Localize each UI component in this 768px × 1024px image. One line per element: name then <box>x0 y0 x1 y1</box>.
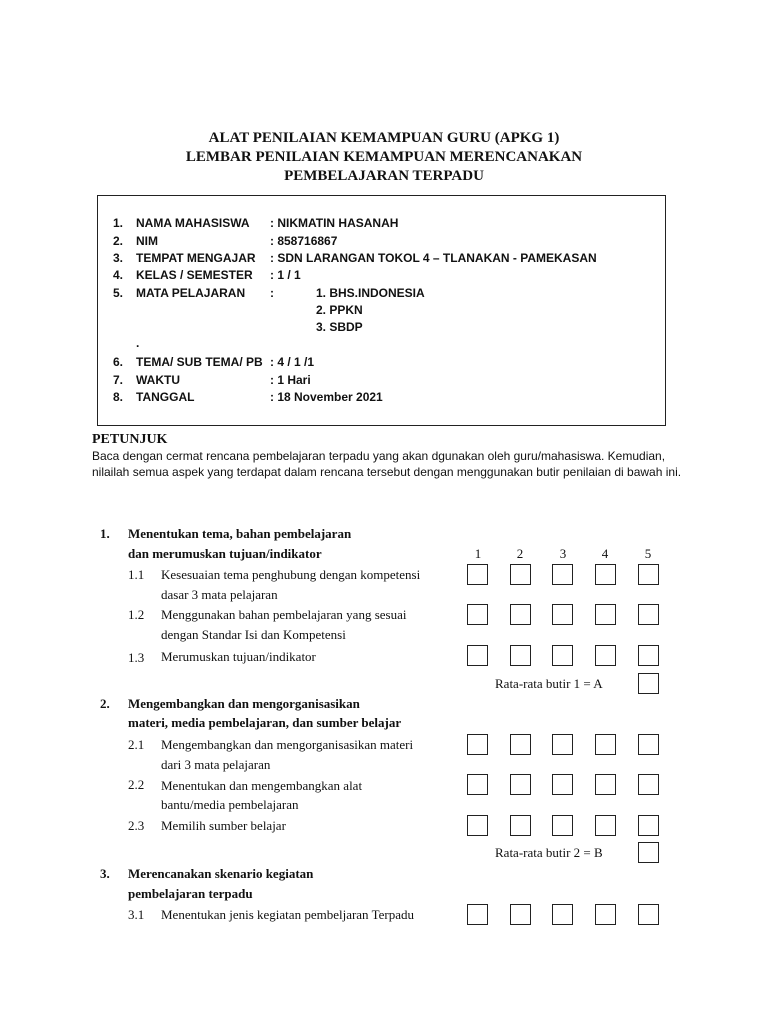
info-label-mapel: MATA PELAJARAN <box>136 286 246 300</box>
item-number: 1.3 <box>128 650 145 665</box>
score-box[interactable] <box>467 734 488 755</box>
info-num: 8. <box>113 390 124 404</box>
score-box[interactable] <box>510 604 531 625</box>
item-text: Mengembangkan dan mengorganisasikan materi <box>161 737 414 752</box>
info-num: 2. <box>113 234 124 248</box>
info-num: 7. <box>113 373 124 387</box>
item-number: 2.1 <box>128 737 145 752</box>
item-text: bantu/media pembelajaran <box>161 797 299 812</box>
info-value-kelas: : 1 / 1 <box>270 268 301 282</box>
score-box[interactable] <box>552 774 573 795</box>
doc-title-line1: ALAT PENILAIAN KEMAMPUAN GURU (APKG 1) <box>208 130 560 146</box>
subject-item: 2. PPKN <box>316 303 363 317</box>
score-box[interactable] <box>595 774 616 795</box>
score-box[interactable] <box>595 904 616 925</box>
score-box[interactable] <box>552 904 573 925</box>
score-box[interactable] <box>510 774 531 795</box>
info-value-waktu: : 1 Hari <box>270 373 311 387</box>
info-num: 6. <box>113 355 124 369</box>
doc-title-line2: LEMBAR PENILAIAN KEMAMPUAN MERENCANAKAN <box>185 149 583 165</box>
section-title: dan merumuskan tujuan/indikator <box>128 546 322 561</box>
info-value-nama: : NIKMATIN HASANAH <box>270 216 399 230</box>
stray-dot: . <box>136 336 140 350</box>
score-box[interactable] <box>595 604 616 625</box>
item-number: 2.2 <box>128 777 145 792</box>
section-title: pembelajaran terpadu <box>128 886 253 901</box>
item-number: 2.3 <box>128 818 145 833</box>
info-value-mapel: : <box>270 286 274 300</box>
score-box[interactable] <box>552 645 573 666</box>
info-num: 4. <box>113 268 124 282</box>
score-box[interactable] <box>510 904 531 925</box>
score-box[interactable] <box>595 645 616 666</box>
section-number: 3. <box>100 866 110 881</box>
section-title: Menentukan tema, bahan pembelajaran <box>128 526 352 541</box>
score-box[interactable] <box>638 734 659 755</box>
score-box[interactable] <box>638 604 659 625</box>
info-label-waktu: WAKTU <box>136 373 180 387</box>
scale-label: 4 <box>601 546 609 561</box>
info-label-nama: NAMA MAHASISWA <box>136 216 250 230</box>
item-text: Menggunakan bahan pembelajaran yang sesuai <box>161 607 407 622</box>
info-num: 3. <box>113 251 124 265</box>
scale-label: 2 <box>516 546 524 561</box>
scale-label: 3 <box>559 546 567 561</box>
score-box[interactable] <box>638 564 659 585</box>
item-text: Memilih sumber belajar <box>161 818 286 833</box>
score-box[interactable] <box>595 564 616 585</box>
score-box[interactable] <box>638 645 659 666</box>
item-number: 1.2 <box>128 607 145 622</box>
score-box[interactable] <box>638 815 659 836</box>
section-title: Mengembangkan dan mengorganisasikan <box>128 696 360 711</box>
item-number: 3.1 <box>128 907 145 922</box>
score-box[interactable] <box>595 734 616 755</box>
score-box[interactable] <box>552 604 573 625</box>
info-value-tema: : 4 / 1 /1 <box>270 355 315 369</box>
item-text: dasar 3 mata pelajaran <box>161 587 278 602</box>
info-label-tanggal: TANGGAL <box>136 390 195 404</box>
petunjuk-text: Baca dengan cermat rencana pembelajaran terpadu yang akan dgunakan oleh guru/mahasiswa. Kemudian, nilailah semua aspek yang terdapat dalam rencana tersebut dengan menggunakan butir penilaian di bawah ini. <box>92 449 682 479</box>
doc-title-line3: PEMBELAJARAN TERPADU <box>284 168 484 184</box>
section-title: materi, media pembelajaran, dan sumber belajar <box>128 715 402 730</box>
score-box[interactable] <box>467 904 488 925</box>
subject-item: 1. BHS.INDONESIA <box>316 286 425 300</box>
subject-item: 3. SBDP <box>316 320 363 334</box>
score-box[interactable] <box>552 564 573 585</box>
score-box[interactable] <box>510 645 531 666</box>
info-num: 5. <box>113 286 124 300</box>
score-box[interactable] <box>595 815 616 836</box>
average-box[interactable] <box>638 842 659 863</box>
score-box[interactable] <box>510 815 531 836</box>
info-label-nim: NIM <box>136 234 158 248</box>
score-box[interactable] <box>638 904 659 925</box>
average-label: Rata-rata butir 2 = B <box>495 845 603 860</box>
score-box[interactable] <box>467 774 488 795</box>
score-box[interactable] <box>467 645 488 666</box>
item-text: dengan Standar Isi dan Kompetensi <box>161 627 346 642</box>
info-label-tema: TEMA/ SUB TEMA/ PB <box>136 355 263 369</box>
section-number: 1. <box>100 526 110 541</box>
item-text: Kesesuaian tema penghubung dengan kompetensi <box>161 567 421 582</box>
score-box[interactable] <box>510 564 531 585</box>
score-box[interactable] <box>467 564 488 585</box>
score-box[interactable] <box>510 734 531 755</box>
average-box[interactable] <box>638 673 659 694</box>
info-label-kelas: KELAS / SEMESTER <box>136 268 253 282</box>
petunjuk-heading: PETUNJUK <box>92 432 168 447</box>
info-value-tanggal: : 18 November 2021 <box>270 390 383 404</box>
item-number: 1.1 <box>128 567 145 582</box>
info-label-tempat: TEMPAT MENGAJAR <box>136 251 256 265</box>
section-title: Merencanakan skenario kegiatan <box>128 866 314 881</box>
average-label: Rata-rata butir 1 = A <box>495 676 603 691</box>
info-value-tempat: : SDN LARANGAN TOKOL 4 – TLANAKAN - PAMEKASAN <box>270 251 597 265</box>
scale-label: 5 <box>644 546 652 561</box>
score-box[interactable] <box>638 774 659 795</box>
item-text: Menentukan dan mengembangkan alat <box>161 778 363 793</box>
info-num: 1. <box>113 216 124 230</box>
score-box[interactable] <box>467 815 488 836</box>
score-box[interactable] <box>552 815 573 836</box>
scale-label: 1 <box>474 546 482 561</box>
item-text: dari 3 mata pelajaran <box>161 757 271 772</box>
section-number: 2. <box>100 696 110 711</box>
score-box[interactable] <box>467 604 488 625</box>
score-box[interactable] <box>552 734 573 755</box>
info-value-nim: : 858716867 <box>270 234 338 248</box>
item-text: Menentukan jenis kegiatan pembeljaran Terpadu <box>161 907 414 922</box>
item-text: Merumuskan tujuan/indikator <box>161 649 316 664</box>
